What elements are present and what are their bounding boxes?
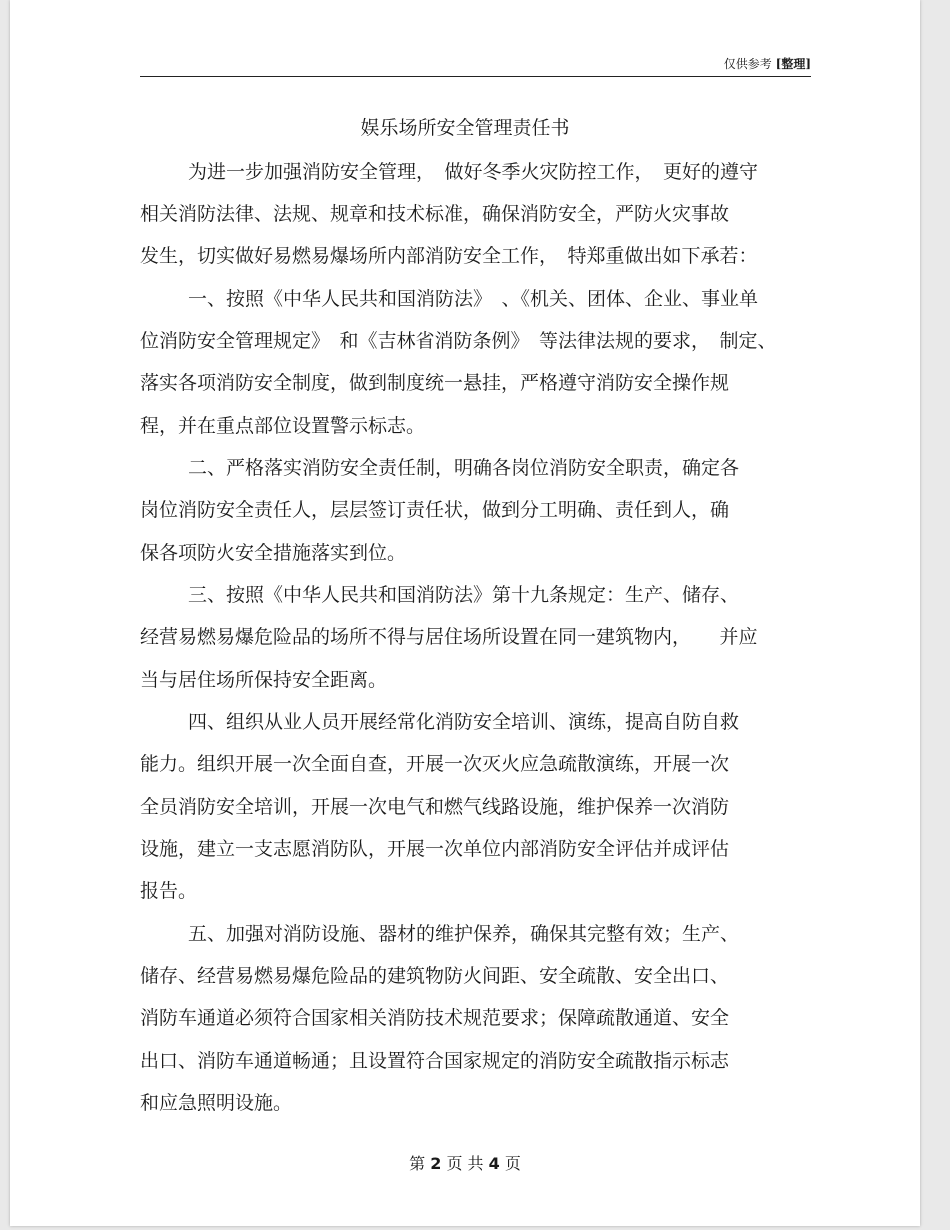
paragraph-line: 四、组织从业人员开展经常化消防安全培训、演练，提高自防自救 <box>188 711 740 733</box>
paragraph-line: 设施，建立一支志愿消防队，开展一次单位内部消防安全评估并成评估 <box>140 838 730 860</box>
footer-middle: 页 共 <box>446 1154 484 1173</box>
page-header <box>140 52 811 77</box>
paragraph-line: 二、严格落实消防安全责任制，明确各岗位消防安全职责，确定各 <box>188 457 740 479</box>
document-title: 娱乐场所安全管理责任书 <box>360 117 570 139</box>
paragraph-line: 当与居住场所保持安全距离。 <box>140 669 388 691</box>
paragraph-line: 储存、经营易燃易爆危险品的建筑物防火间距、安全疏散、安全出口、 <box>140 965 730 987</box>
document-page <box>10 0 920 1226</box>
paragraph-line: 和应急照明设施。 <box>140 1092 293 1114</box>
paragraph-line: 位消防安全管理规定》 和《吉林省消防条例》 等法律法规的要求， 制定、 <box>140 330 777 352</box>
paragraph-line: 一、按照《中华人民共和国消防法》 、《机关、团体、企业、事业单 <box>188 288 759 310</box>
current-page-number: 2 <box>430 1154 442 1173</box>
paragraph-line: 保各项防火安全措施落实到位。 <box>140 542 407 564</box>
paragraph-line: 消防车通道必须符合国家相关消防技术规范要求；保障疏散通道、安全 <box>140 1007 730 1029</box>
paragraph-line: 报告。 <box>140 880 198 902</box>
total-page-count: 4 <box>488 1154 500 1173</box>
paragraph-line: 五、加强对消防设施、器材的维护保养，确保其完整有效；生产、 <box>188 923 740 945</box>
paragraph-line: 全员消防安全培训，开展一次电气和燃气线路设施，维护保养一次消防 <box>140 796 730 818</box>
paragraph-line: 落实各项消防安全制度，做到制度统一悬挂，严格遵守消防安全操作规 <box>140 372 730 394</box>
paragraph-line: 相关消防法律、法规、规章和技术标准，确保消防安全，严防火灾事故 <box>140 203 730 225</box>
paragraph-line: 能力。组织开展一次全面自查，开展一次灭火应急疏散演练，开展一次 <box>140 753 730 775</box>
paragraph-line: 发生，切实做好易燃易爆场所内部消防安全工作， 特郑重做出如下承若： <box>140 245 758 267</box>
paragraph-line: 经营易燃易爆危险品的场所不得与居住场所设置在同一建筑物内， 并应 <box>140 626 758 648</box>
footer-prefix: 第 <box>409 1154 426 1173</box>
page-footer <box>10 1152 920 1176</box>
paragraph-line: 三、按照《中华人民共和国消防法》第十九条规定：生产、储存、 <box>188 584 740 606</box>
paragraph-line: 岗位消防安全责任人，层层签订责任状，做到分工明确、责任到人，确 <box>140 499 730 521</box>
paragraph-line: 程，并在重点部位设置警示标志。 <box>140 415 426 437</box>
header-text: 仅供参考 <box>723 57 772 71</box>
paragraph-line: 出口、消防车通道畅通；且设置符合国家规定的消防安全疏散指示标志 <box>140 1050 730 1072</box>
paragraph-line: 为进一步加强消防安全管理， 做好冬季火灾防控工作， 更好的遵守 <box>188 161 759 183</box>
header-tag: [整理] <box>775 57 811 71</box>
footer-suffix: 页 <box>504 1154 521 1173</box>
